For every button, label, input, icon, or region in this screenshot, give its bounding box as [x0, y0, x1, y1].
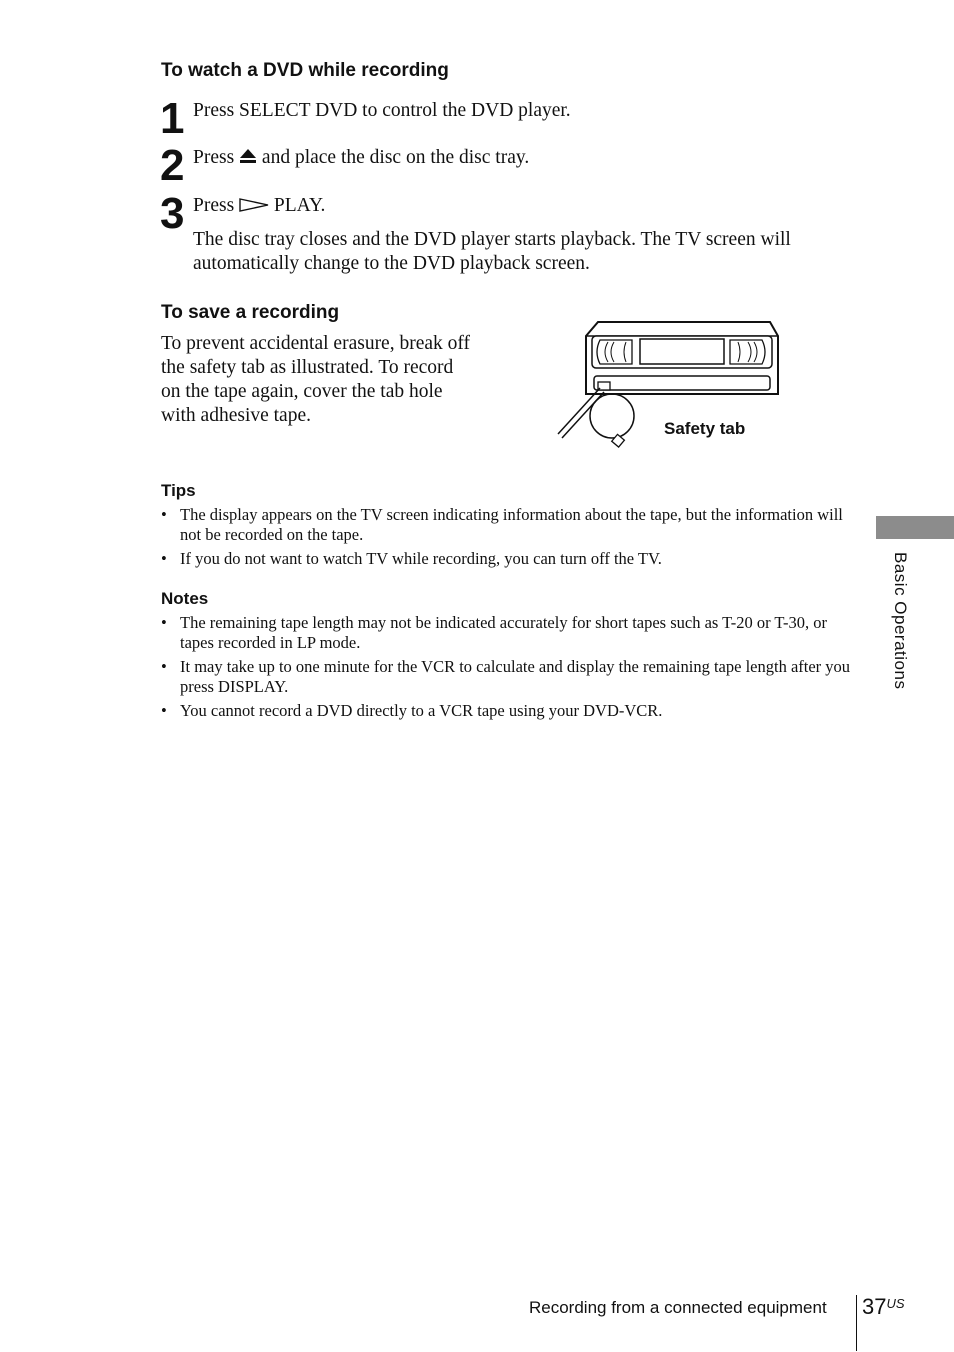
list-item: • It may take up to one minute for the VCR to calculate and display the remaining tape length after you press DISPLAY.: [161, 657, 861, 697]
step-2-before: Press: [193, 147, 235, 168]
heading-watch-dvd: To watch a DVD while recording: [161, 60, 449, 81]
step-3-before: Press: [193, 195, 235, 216]
step-number-2: 2: [160, 141, 185, 190]
step-1-text: Press SELECT DVD to control the DVD player.: [193, 100, 571, 121]
footer-divider: [856, 1295, 857, 1351]
list-item: • The remaining tape length may not be indicated accurately for short tapes such as T-20 or T-30, or tapes recorded in LP mode.: [161, 613, 861, 653]
list-item: • You cannot record a DVD directly to a VCR tape using your DVD-VCR.: [161, 701, 861, 721]
footer-section-title: Recording from a connected equipment: [529, 1298, 827, 1317]
play-icon: [239, 195, 269, 219]
list-item: • If you do not want to watch TV while recording, you can turn off the TV.: [161, 549, 861, 569]
step-number-3: 3: [160, 189, 185, 238]
section-tab-marker: [876, 516, 954, 539]
list-item: • The display appears on the TV screen indicating information about the tape, but the information will not be recorded on the tape.: [161, 505, 861, 545]
step-3-detail: The disc tray closes and the DVD player starts playback. The TV screen will automatically change to the DVD playback screen.: [193, 229, 791, 274]
tips-list: [161, 505, 861, 573]
save-recording-body: To prevent accidental erasure, break off the safety tab as illustrated. To record on the tape again, cover the tab hole with adhesive tape.: [161, 333, 471, 426]
safety-tab-caption: Safety tab: [664, 419, 746, 438]
page-number-value: 37: [862, 1294, 887, 1319]
tips-heading: Tips: [161, 481, 196, 500]
page-number: [862, 1294, 905, 1320]
section-side-label: Basic Operations: [891, 552, 910, 690]
heading-save-recording: To save a recording: [161, 302, 340, 323]
step-3-text: [193, 194, 325, 219]
notes-list: [161, 613, 861, 725]
step-2-text: [193, 146, 529, 171]
notes-heading: Notes: [161, 589, 209, 608]
step-2-after: and place the disc on the disc tray.: [261, 147, 530, 168]
step-3-after: PLAY.: [273, 195, 326, 216]
step-number-1: 1: [160, 94, 185, 143]
page-number-suffix: US: [886, 1296, 905, 1311]
eject-icon: [239, 147, 257, 171]
